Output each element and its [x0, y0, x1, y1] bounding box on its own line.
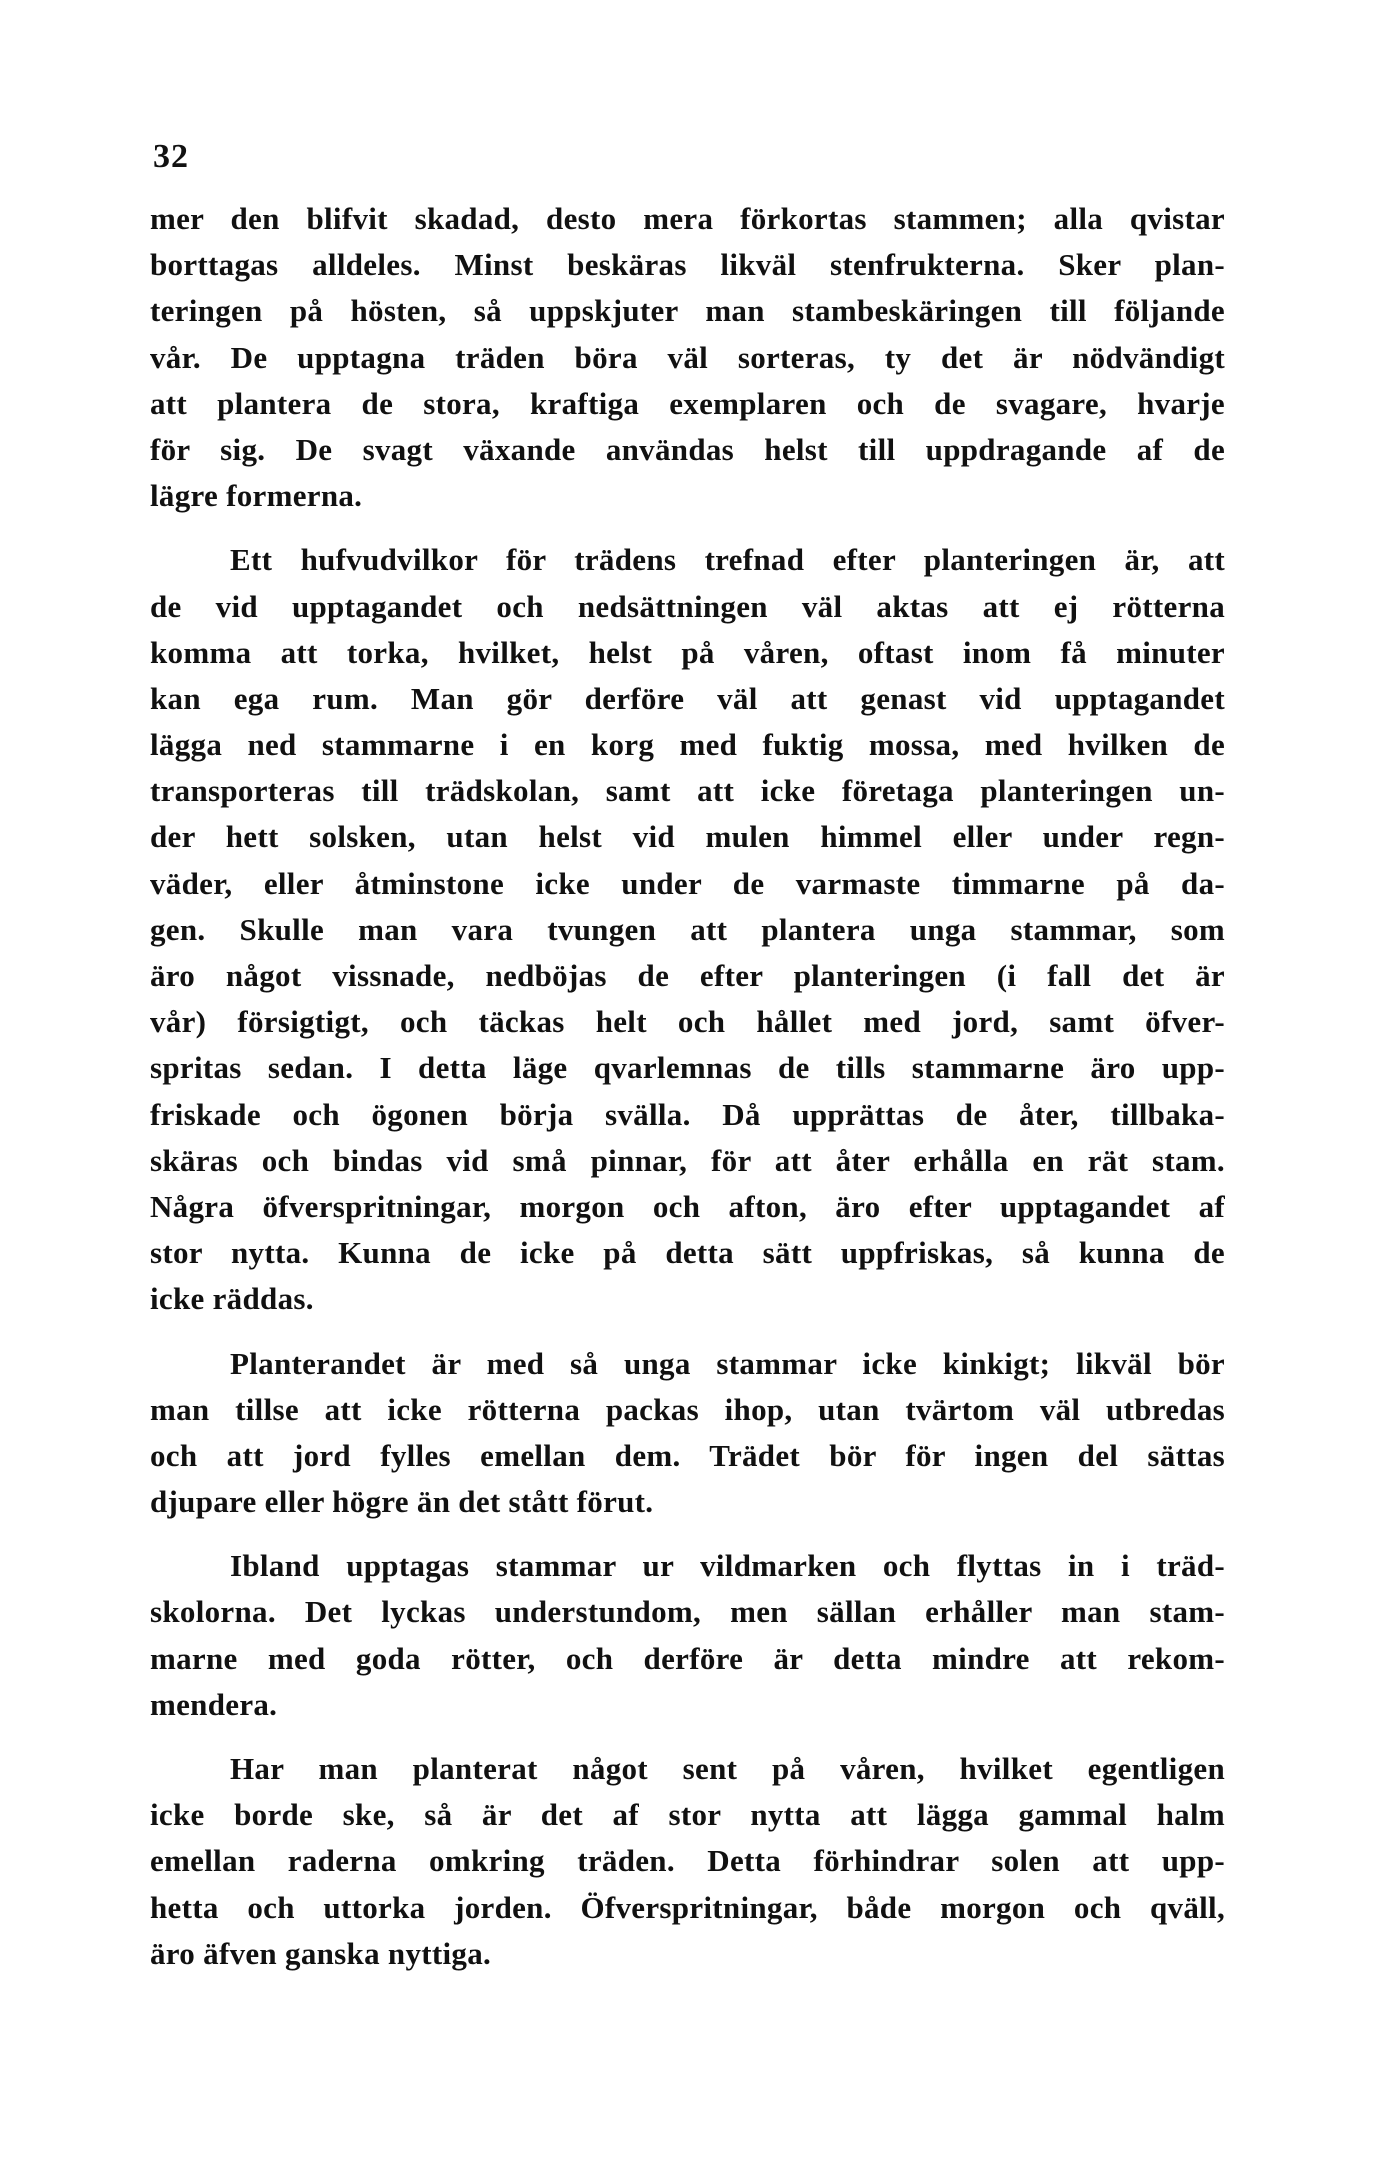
text-line: komma att torka, hvilket, helst på våren, oftast inom få minuter	[150, 634, 1225, 670]
text-line: vår. De upptagna träden böra väl sorteras, ty det är nödvändigt	[150, 339, 1225, 375]
page-text	[150, 196, 1225, 1977]
paragraph-gap	[150, 1323, 1225, 1341]
text-line: skäras och bindas vid små pinnar, för att åter erhålla en rät stam.	[150, 1142, 1225, 1178]
text-line: gen. Skulle man vara tvungen att plantera unga stammar, som	[150, 911, 1225, 947]
text-line: Planterandet är med så unga stammar icke kinkigt; likväl bör	[230, 1345, 1225, 1381]
text-line: emellan raderna omkring träden. Detta förhindrar solen att upp-	[150, 1843, 1225, 1879]
paragraph	[150, 1341, 1225, 1526]
text-line: icke borde ske, så är det af stor nytta att lägga gammal halm	[150, 1797, 1225, 1833]
paragraph	[150, 537, 1225, 1322]
paragraph	[150, 1543, 1225, 1728]
paragraph	[150, 196, 1225, 519]
text-line: kan ega rum. Man gör derföre väl att genast vid upptagandet	[150, 680, 1225, 716]
text-line: skolorna. Det lyckas understundom, men sällan erhåller man stam-	[150, 1594, 1225, 1630]
text-line: lägre formerna.	[150, 478, 363, 514]
text-line: och att jord fylles emellan dem. Trädet bör för ingen del sättas	[150, 1437, 1225, 1473]
text-line: Några öfverspritningar, morgon och afton, äro efter upptagandet af	[150, 1188, 1225, 1224]
text-line: icke räddas.	[150, 1281, 314, 1317]
page-number: 32	[153, 138, 189, 175]
text-line: borttagas alldeles. Minst beskäras likväl stenfrukterna. Sker plan-	[150, 247, 1225, 283]
text-line: äro äfven ganska nyttiga.	[150, 1935, 492, 1971]
text-line: för sig. De svagt växande användas helst till uppdragande af de	[150, 431, 1225, 467]
text-line: der hett solsken, utan helst vid mulen himmel eller under regn-	[150, 819, 1225, 855]
paragraph-gap	[150, 1525, 1225, 1543]
paragraph	[150, 1746, 1225, 1977]
text-line: marne med goda rötter, och derföre är detta mindre att rekom-	[150, 1640, 1225, 1676]
text-line: Har man planterat något sent på våren, hvilket egentligen	[230, 1751, 1225, 1786]
text-line: äro något vissnade, nedböjas de efter planteringen (i fall det är	[150, 958, 1225, 993]
text-line: de vid upptagandet och nedsättningen väl aktas att ej rötterna	[150, 588, 1225, 624]
text-line: att plantera de stora, kraftiga exemplaren och de svagare, hvarje	[150, 385, 1225, 421]
text-line: Ett hufvudvilkor för trädens trefnad efter planteringen är, att	[230, 542, 1225, 578]
text-line: spritas sedan. I detta läge qvarlemnas de tills stammarne äro upp-	[150, 1050, 1225, 1086]
paragraph-gap	[150, 1728, 1225, 1746]
text-line: väder, eller åtminstone icke under de varmaste timmarne på da-	[150, 865, 1225, 901]
text-line: mer den blifvit skadad, desto mera förkortas stammen; alla qvistar	[150, 201, 1225, 236]
text-line: Ibland upptagas stammar ur vildmarken och flyttas in i träd-	[230, 1548, 1225, 1584]
text-line: vår) försigtigt, och täckas helt och hållet med jord, samt öfver-	[150, 1004, 1225, 1040]
text-line: djupare eller högre än det stått förut.	[150, 1484, 654, 1520]
text-line: man tillse att icke rötterna packas ihop, utan tvärtom väl utbredas	[150, 1391, 1225, 1427]
text-line: mendera.	[150, 1686, 278, 1722]
text-line: stor nytta. Kunna de icke på detta sätt uppfriskas, så kunna de	[150, 1235, 1225, 1271]
text-line: transporteras till trädskolan, samt att icke företaga planteringen un-	[150, 773, 1225, 809]
text-line: hetta och uttorka jorden. Öfverspritningar, både morgon och qväll,	[150, 1889, 1225, 1925]
text-line: lägga ned stammarne i en korg med fuktig mossa, med hvilken de	[150, 727, 1225, 763]
paragraph-gap	[150, 519, 1225, 537]
text-line: friskade och ögonen börja svälla. Då upprättas de åter, tillbaka-	[150, 1096, 1225, 1132]
text-line: teringen på hösten, så uppskjuter man stambeskäringen till följande	[150, 293, 1225, 329]
